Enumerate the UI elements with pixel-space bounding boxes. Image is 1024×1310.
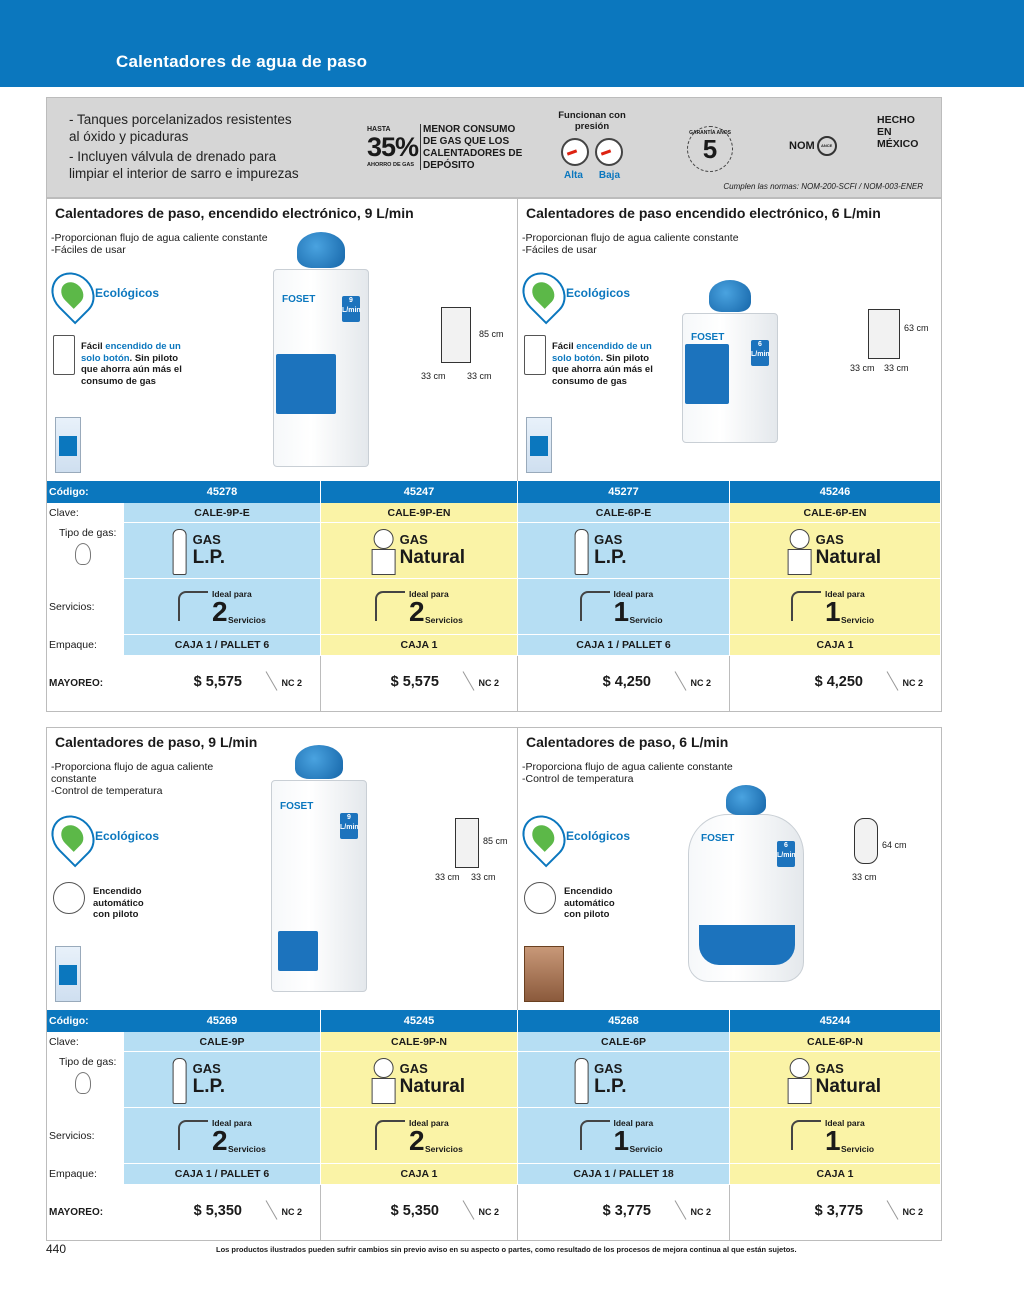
pressure-alta-label: Alta	[563, 170, 583, 181]
eco-label: Ecológicos	[95, 829, 160, 843]
warranty-text: GARANTÍA AÑOS	[689, 130, 731, 136]
shower-icon	[178, 1120, 208, 1150]
clave-cell: CALE-6P-EN	[730, 503, 941, 522]
clave-row	[47, 1032, 941, 1052]
servicios-cell: Ideal para 2 Servicios	[124, 579, 321, 634]
gas-meter-icon	[786, 529, 814, 575]
nc-code: NC 2	[281, 678, 302, 688]
dim-width: 33 cm	[435, 872, 460, 882]
empaque-cell: CAJA 1 / PALLET 18	[518, 1164, 730, 1184]
price: $ 4,250	[814, 674, 863, 690]
product-card-6l-electronic	[518, 199, 942, 481]
heater-brand: FOSET	[282, 294, 316, 305]
empaque-cell: CAJA 1	[321, 635, 518, 655]
mayoreo-label: MAYOREO:	[49, 1207, 104, 1218]
gas-meter-icon	[370, 529, 398, 575]
clave-cell: CALE-6P	[518, 1032, 730, 1051]
warranty-seal	[687, 126, 733, 172]
dim-width: 33 cm	[421, 371, 446, 381]
product-title: Calentadores de paso, 9 L/min	[55, 734, 258, 750]
empaque-cell: CAJA 1	[730, 635, 941, 655]
mayoreo-cell	[730, 1185, 941, 1240]
codigo-cell: 45268	[518, 1010, 730, 1032]
empaque-row	[47, 1164, 941, 1185]
price: $ 4,250	[602, 674, 651, 690]
nom-logo	[789, 136, 837, 156]
empaque-cell: CAJA 1	[321, 1164, 518, 1184]
service-count: 2	[409, 596, 425, 627]
high-pressure-gauge-icon	[561, 138, 589, 166]
gas-cell: GAS Natural	[321, 1052, 518, 1107]
gas-type: L.P.	[594, 1076, 627, 1097]
clave-cell: CALE-9P-N	[321, 1032, 518, 1051]
heater-brand: FOSET	[280, 801, 314, 812]
heater-badge: 6 L/min	[751, 340, 769, 366]
heater-cap	[709, 280, 751, 312]
heater-cap	[295, 745, 343, 779]
feature-bullet-2: - Incluyen válvula de drenado para limpiar el interior de sarro e impurezas	[69, 149, 299, 181]
servicios-cell: Ideal para 1 Servicio	[518, 1108, 730, 1163]
product-feature: -Proporcionan flujo de agua caliente constante	[522, 232, 739, 244]
ignition-text: Fácil encendido de un solo botón. Sin piloto que ahorra aún más el consumo de gas	[81, 341, 182, 387]
ignition-info	[53, 880, 203, 940]
gas-savings-badge	[367, 124, 523, 174]
gas-label: Tipo de gas:	[59, 1056, 117, 1068]
shower-icon	[375, 591, 405, 621]
dim-width: 33 cm	[850, 363, 875, 373]
heater-panel	[276, 354, 336, 414]
section-electronic-ignition	[46, 198, 942, 712]
dim-height: 64 cm	[882, 840, 907, 850]
water-heater-image	[688, 814, 804, 982]
product-box-image	[55, 946, 81, 1002]
product-card-6l-pilot	[518, 728, 942, 1010]
gas-cell: GAS Natural	[730, 1052, 941, 1107]
empaque-label: Empaque:	[49, 639, 97, 651]
heater-badge: 9 L/min	[340, 813, 358, 839]
savings-hasta: HASTA	[367, 126, 391, 133]
mayoreo-cell	[730, 656, 941, 711]
heater-panel	[685, 344, 729, 404]
flame-icon	[75, 543, 91, 565]
product-feature: -Fáciles de usar	[522, 244, 597, 256]
product-box-image	[526, 417, 552, 473]
mayoreo-cell	[518, 1185, 730, 1240]
water-heater-image	[682, 313, 778, 443]
heater-panel	[278, 931, 318, 971]
codigo-label: Código:	[49, 1015, 89, 1027]
eco-label: Ecológicos	[95, 286, 160, 300]
codigo-cell: 45245	[321, 1010, 518, 1032]
lp-tank-icon	[173, 1058, 187, 1104]
shower-icon	[791, 1120, 821, 1150]
info-bar	[46, 97, 942, 198]
service-count: 1	[613, 1125, 630, 1156]
eco-label: Ecológicos	[566, 829, 631, 843]
product-title: Calentadores de paso, encendido electrónico, 9 L/min	[55, 205, 414, 221]
empaque-cell: CAJA 1 / PALLET 6	[124, 635, 321, 655]
heater-panel	[699, 925, 795, 965]
pressure-badge	[552, 110, 632, 181]
product-feature: -Proporciona flujo de agua caliente constante	[522, 761, 733, 773]
service-count: 2	[409, 1125, 425, 1156]
ignition-text: Fácil encendido de un solo botón. Sin piloto que ahorra aún más el consumo de gas	[552, 341, 653, 387]
empaque-label: Empaque:	[49, 1168, 97, 1180]
dim-height: 85 cm	[483, 836, 508, 846]
service-count: 2	[212, 596, 228, 627]
gas-cell: GAS Natural	[321, 523, 518, 578]
product-title: Calentadores de paso encendido electrónico, 6 L/min	[526, 205, 881, 221]
product-feature: -Proporcionan flujo de agua caliente constante	[51, 232, 268, 244]
product-features	[51, 761, 213, 797]
codigo-label: Código:	[49, 486, 89, 498]
gas-type: L.P.	[594, 547, 627, 568]
price: $ 5,350	[193, 1203, 242, 1219]
product-features	[522, 232, 739, 256]
heater-badge: 6 L/min	[777, 841, 795, 867]
product-feature: -Control de temperatura	[51, 785, 163, 797]
gas-row	[47, 1052, 941, 1108]
dim-depth: 33 cm	[471, 872, 496, 882]
gas-type: Natural	[815, 547, 882, 568]
codigo-cell: 45277	[518, 481, 730, 503]
empaque-cell: CAJA 1	[730, 1164, 941, 1184]
page-title: Calentadores de agua de paso	[116, 52, 368, 71]
servicios-cell: Ideal para 1 Servicio	[518, 579, 730, 634]
page-number: 440	[46, 1242, 67, 1256]
servicios-row	[47, 579, 941, 635]
eco-badge	[53, 271, 203, 319]
clave-row	[47, 503, 941, 523]
product-box-image	[55, 417, 81, 473]
codigo-row	[47, 1010, 941, 1032]
push-button-icon	[53, 335, 75, 375]
codigo-cell: 45247	[321, 481, 518, 503]
shower-icon	[580, 591, 610, 621]
ignition-text: Encendido automático con piloto	[564, 886, 615, 920]
lp-tank-icon	[574, 1058, 588, 1104]
water-heater-image	[271, 780, 367, 992]
servicios-cell: Ideal para 2 Servicios	[321, 579, 518, 634]
disclaimer: Los productos ilustrados pueden sufrir cambios sin previo aviso en su aspecto o partes, como resultado de los procesos de mejora continua al que están sujetos.	[216, 1245, 797, 1254]
dim-depth: 33 cm	[884, 363, 909, 373]
gas-cell: GAS L.P.	[518, 523, 730, 578]
nc-code: NC 2	[690, 678, 711, 688]
normas-note: Cumplen las normas: NOM-200-SCFI / NOM-003-ENER	[723, 182, 923, 191]
hecho-en-mexico-logo: HECHO EN MÉXICO	[877, 114, 919, 150]
price: $ 3,775	[814, 1203, 863, 1219]
savings-divider	[420, 124, 421, 170]
ignition-info	[524, 880, 674, 940]
savings-sub: AHORRO DE GAS	[367, 162, 415, 168]
lp-tank-icon	[574, 529, 588, 575]
gas-meter-icon	[370, 1058, 398, 1104]
heater-cap	[726, 785, 766, 815]
top-banner	[0, 0, 1024, 87]
product-features	[522, 761, 733, 785]
mayoreo-cell	[124, 656, 321, 711]
dim-height: 63 cm	[904, 323, 929, 333]
pressure-title: Funcionan con presión	[558, 110, 626, 132]
gas-type: L.P.	[192, 547, 225, 568]
shower-icon	[580, 1120, 610, 1150]
codigo-cell: 45244	[730, 1010, 941, 1032]
heater-brand: FOSET	[691, 332, 725, 343]
clave-cell: CALE-6P-E	[518, 503, 730, 522]
mayoreo-cell	[321, 656, 518, 711]
eco-label: Ecológicos	[566, 286, 631, 300]
mayoreo-cell	[518, 656, 730, 711]
dim-depth: 33 cm	[467, 371, 492, 381]
feature-bullet-1: - Tanques porcelanizados resistentes al óxido y picaduras	[69, 112, 292, 144]
lp-tank-icon	[173, 529, 187, 575]
price: $ 5,575	[390, 674, 439, 690]
clave-label: Clave:	[49, 1035, 79, 1048]
gas-label: Tipo de gas:	[59, 527, 117, 539]
clave-cell: CALE-6P-N	[730, 1032, 941, 1051]
section-pilot-ignition	[46, 727, 942, 1241]
dimensions-diagram	[850, 307, 944, 377]
shower-icon	[178, 591, 208, 621]
product-card-9l-electronic	[47, 199, 518, 481]
heater-cap	[297, 232, 345, 268]
product-feature: -Fáciles de usar	[51, 244, 126, 256]
ignition-info	[53, 333, 203, 393]
nc-code: NC 2	[478, 1207, 499, 1217]
service-count: 1	[825, 596, 841, 627]
codigo-cell: 45269	[124, 1010, 321, 1032]
gas-type: Natural	[815, 1076, 882, 1097]
codigo-cell: 45278	[124, 481, 321, 503]
product-feature: -Control de temperatura	[522, 773, 634, 785]
pilot-knob-icon	[524, 882, 556, 914]
nc-code: NC 2	[478, 678, 499, 688]
dimension-cube-icon	[441, 307, 471, 363]
service-count: 1	[613, 596, 630, 627]
accessory-image	[524, 946, 564, 1002]
flame-icon	[75, 1072, 91, 1094]
warranty-years: 5	[702, 134, 718, 164]
pilot-knob-icon	[53, 882, 85, 914]
gas-cell: GAS Natural	[730, 523, 941, 578]
mayoreo-row	[47, 656, 941, 711]
clave-label: Clave:	[49, 506, 79, 519]
shower-icon	[791, 591, 821, 621]
empaque-cell: CAJA 1 / PALLET 6	[124, 1164, 321, 1184]
dimensions-diagram	[433, 816, 523, 886]
shower-icon	[375, 1120, 405, 1150]
empaque-cell: CAJA 1 / PALLET 6	[518, 635, 730, 655]
servicios-label: Servicios:	[49, 600, 95, 613]
product-card-9l-pilot	[47, 728, 518, 1010]
nc-code: NC 2	[902, 678, 923, 688]
empaque-row	[47, 635, 941, 656]
nc-code: NC 2	[281, 1207, 302, 1217]
mayoreo-label: MAYOREO:	[49, 678, 104, 689]
heater-brand: FOSET	[701, 833, 735, 844]
clave-cell: CALE-9P-E	[124, 503, 321, 522]
water-heater-image	[273, 269, 369, 467]
low-pressure-gauge-icon	[595, 138, 623, 166]
gas-type: L.P.	[192, 1076, 225, 1097]
features-list	[69, 112, 299, 186]
ance-logo-icon: ANCE	[817, 136, 837, 156]
servicios-cell: Ideal para 2 Servicios	[124, 1108, 321, 1163]
dimensions-diagram	[421, 303, 511, 383]
codigo-row	[47, 481, 941, 503]
product-feature: -Proporciona flujo de agua caliente constante	[51, 761, 214, 785]
gas-type: Natural	[399, 547, 466, 568]
gas-type: Natural	[399, 1076, 466, 1097]
dimension-cube-icon	[455, 818, 479, 868]
dim-width: 33 cm	[852, 872, 877, 882]
mayoreo-cell	[321, 1185, 518, 1240]
servicios-cell: Ideal para 1 Servicio	[730, 1108, 941, 1163]
product-title: Calentadores de paso, 6 L/min	[526, 734, 729, 750]
gas-cell: GAS L.P.	[124, 523, 321, 578]
eco-badge	[524, 271, 674, 319]
clave-cell: CALE-9P	[124, 1032, 321, 1051]
price: $ 3,775	[602, 1203, 651, 1219]
codigo-cell: 45246	[730, 481, 941, 503]
eco-badge	[53, 814, 203, 862]
servicios-cell: Ideal para 1 Servicio	[730, 579, 941, 634]
servicios-label: Servicios:	[49, 1129, 95, 1142]
clave-cell: CALE-9P-EN	[321, 503, 518, 522]
gas-meter-icon	[786, 1058, 814, 1104]
ignition-text: Encendido automático con piloto	[93, 886, 144, 920]
mayoreo-cell	[124, 1185, 321, 1240]
dimension-cube-icon	[868, 309, 900, 359]
price: $ 5,575	[193, 674, 242, 690]
mayoreo-row	[47, 1185, 941, 1240]
gas-row	[47, 523, 941, 579]
servicios-row	[47, 1108, 941, 1164]
nc-code: NC 2	[690, 1207, 711, 1217]
gas-cell: GAS L.P.	[124, 1052, 321, 1107]
servicios-cell: Ideal para 2 Servicios	[321, 1108, 518, 1163]
service-count: 1	[825, 1125, 841, 1156]
heater-badge: 9 L/min	[342, 296, 360, 322]
push-button-icon	[524, 335, 546, 375]
service-count: 2	[212, 1125, 228, 1156]
ignition-info	[524, 333, 674, 393]
product-features	[51, 232, 268, 256]
savings-text: MENOR CONSUMO DE GAS QUE LOS CALENTADORES DE DEPÓSITO	[423, 124, 523, 171]
nc-code: NC 2	[902, 1207, 923, 1217]
dim-height: 85 cm	[479, 329, 504, 339]
dimensions-diagram	[850, 816, 940, 886]
dimension-cube-icon	[854, 818, 878, 864]
gas-cell: GAS L.P.	[518, 1052, 730, 1107]
pressure-baja-label: Baja	[598, 170, 621, 181]
nom-text: NOM	[789, 139, 815, 152]
savings-percent: 35%	[367, 132, 419, 162]
price: $ 5,350	[390, 1203, 439, 1219]
eco-badge	[524, 814, 674, 862]
